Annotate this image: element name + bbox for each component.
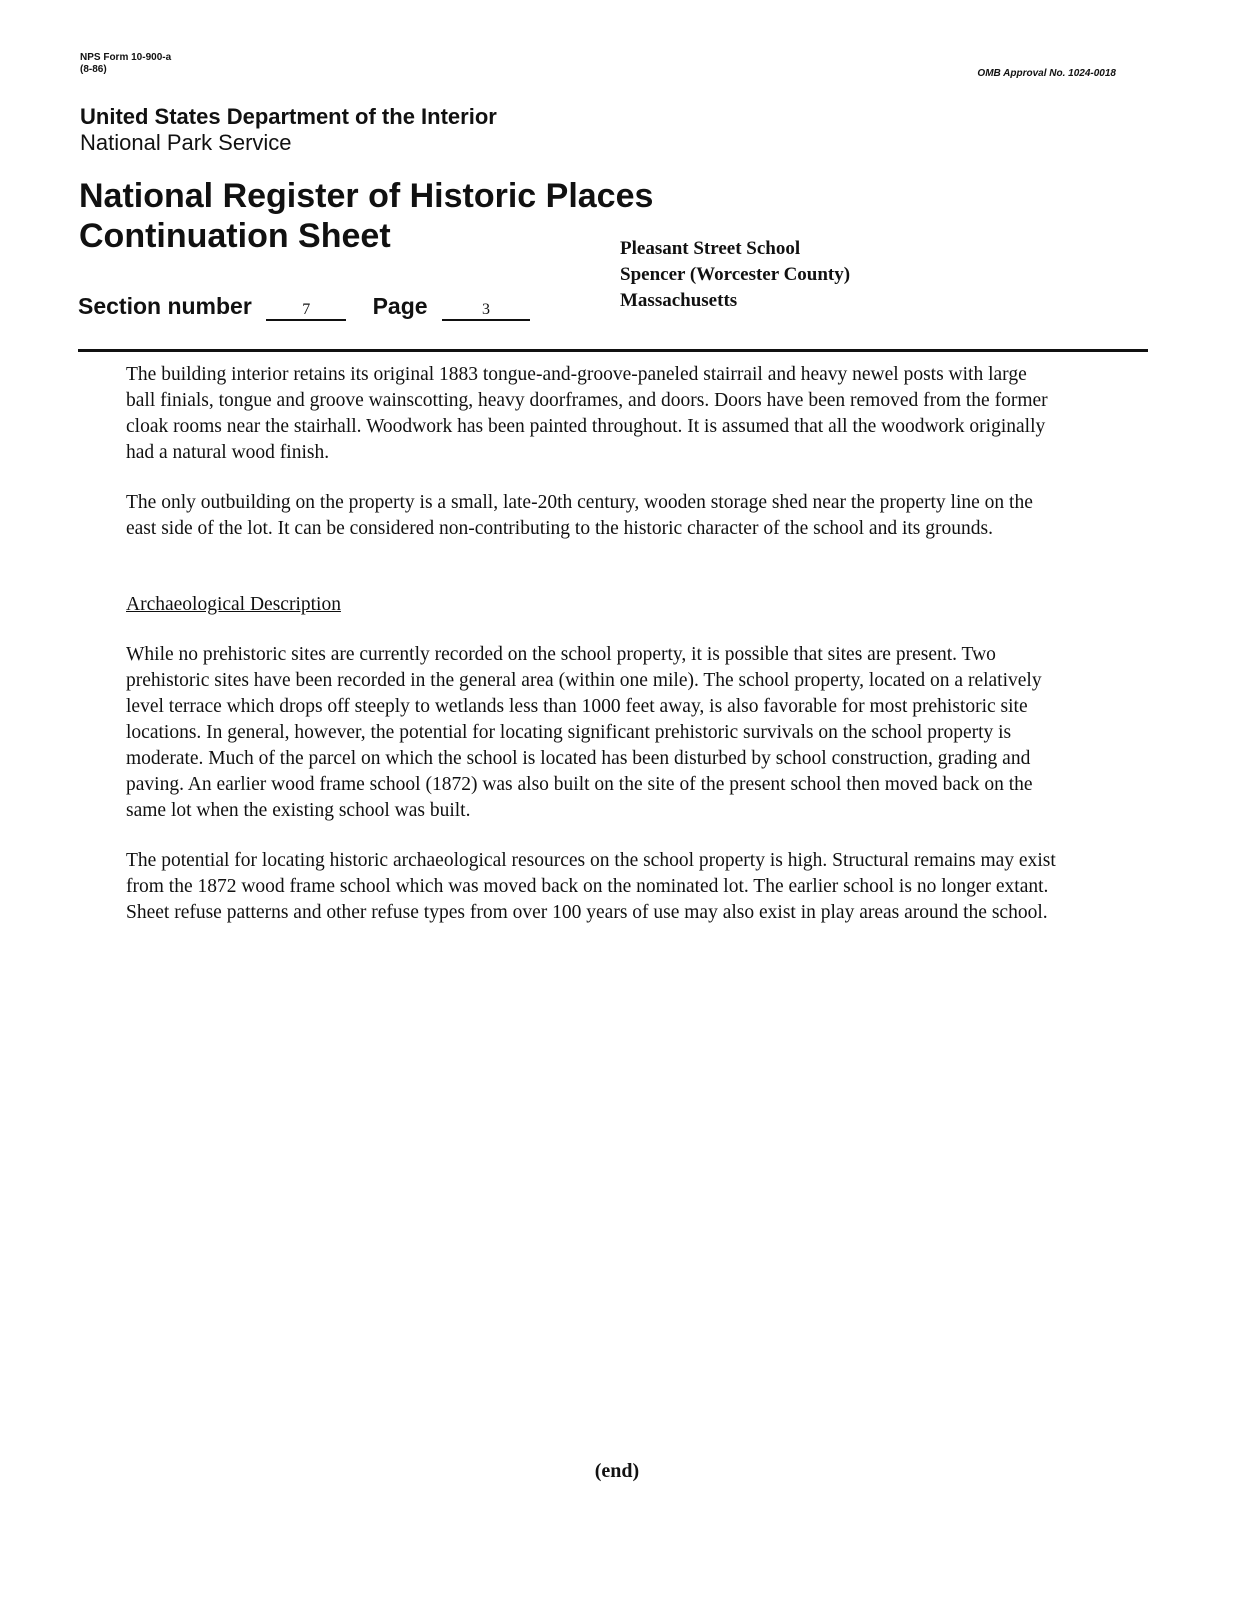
paragraph-historic: The potential for locating historic archaeological resources on the school property is high. Structural remains may exist from the 1872 wood frame school which was moved back on the nominated lot. The earlier school is no longer extant. Sheet refuse patterns and other refuse types from over 100 years of use may also exist in play areas around the school.: [126, 850, 1056, 923]
title-line-2: Continuation Sheet: [79, 217, 391, 255]
form-number: NPS Form 10-900-a: [80, 52, 172, 63]
form-identifier: [80, 52, 171, 76]
page-label: Page: [372, 293, 428, 319]
title-line-1: National Register of Historic Places: [79, 177, 654, 215]
header-divider: [78, 349, 1148, 352]
section-page-line: [78, 293, 530, 321]
service-name: National Park Service: [80, 130, 292, 155]
property-info: [620, 236, 850, 314]
agency-header: [80, 104, 497, 156]
property-state: Massachusetts: [620, 290, 738, 311]
department-name: United States Department of the Interior: [80, 104, 497, 129]
document-title: [79, 176, 653, 256]
end-marker: (end): [594, 1460, 640, 1482]
paragraph-outbuilding: The only outbuilding on the property is a small, late-20th century, wooden storage shed near the property line on the east side of the lot. It can be considered non-contributing to the historic character of the school and its grounds.: [126, 492, 1033, 539]
paragraph-prehistoric: While no prehistoric sites are currently recorded on the school property, it is possible that sites are present. Two prehistoric sites have been recorded in the general area (within one mile). The school property, located on a relatively level terrace which drops off steeply to wetlands less than 1000 feet away, is also favorable for most prehistoric site locations. In general, however, the potential for locating significant prehistoric survivals on the school property is moderate. Much of the parcel on which the school is located has been disturbed by school construction, grading and paving. An earlier wood frame school (1872) was also built on the site of the present school then moved back on the same lot when the existing school was built.: [126, 644, 1042, 821]
body-text: [126, 362, 1058, 926]
section-number: 7: [266, 301, 346, 321]
section-label: Section number: [78, 293, 252, 319]
property-name: Pleasant Street School: [620, 238, 801, 259]
section-heading-archaeological: Archaeological Description: [126, 594, 341, 615]
page-number: 3: [442, 301, 530, 321]
form-revision: (8-86): [80, 64, 107, 75]
property-location: Spencer (Worcester County): [620, 264, 851, 285]
paragraph-interior: The building interior retains its original 1883 tongue-and-groove-paneled stairrail and heavy newel posts with large ball finials, tongue and groove wainscotting, heavy doorframes, and doors. Doors have been removed from the former cloak rooms near the stairhall. Woodwork has been painted throughout. It is assumed that all the woodwork originally had a natural wood finish.: [126, 364, 1048, 463]
omb-approval: OMB Approval No. 1024-0018: [977, 68, 1116, 79]
